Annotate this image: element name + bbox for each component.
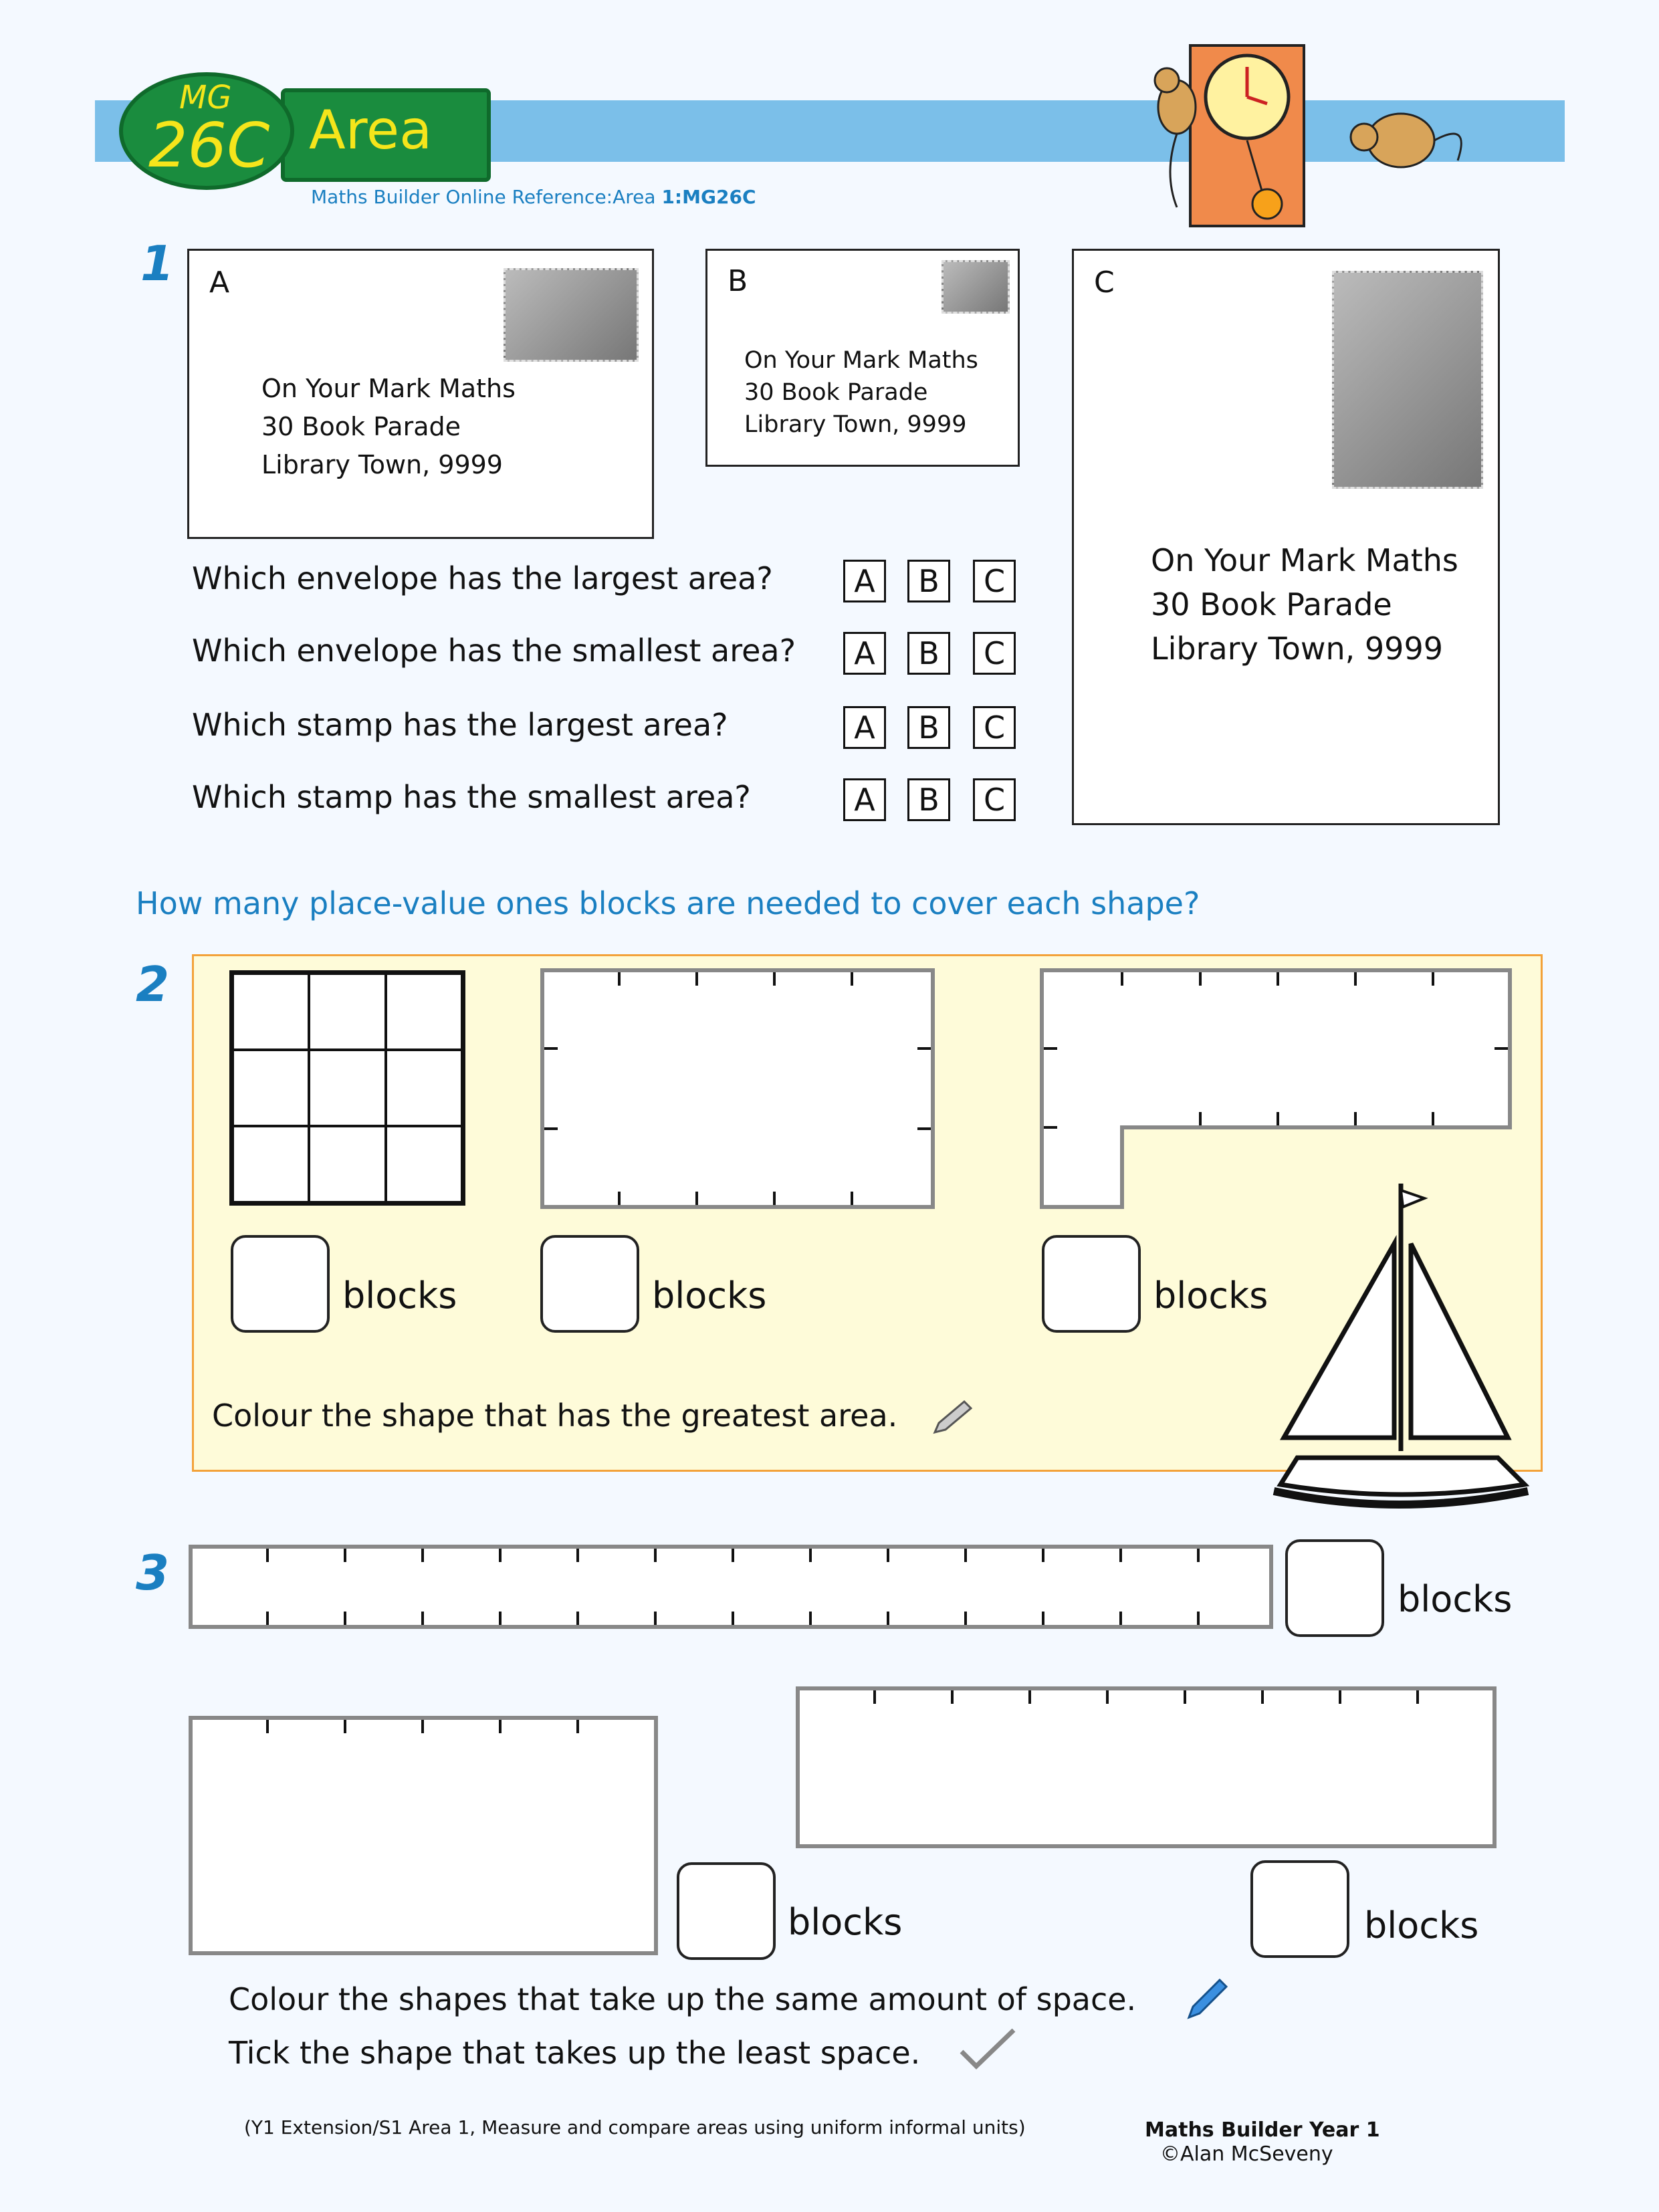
option-b[interactable]: B bbox=[907, 778, 950, 821]
shape-grid-3x3[interactable] bbox=[229, 970, 465, 1206]
option-c[interactable]: C bbox=[973, 706, 1016, 749]
option-a[interactable]: A bbox=[843, 632, 886, 675]
blocks-label: blocks bbox=[788, 1901, 903, 1943]
page-title: Area bbox=[309, 99, 433, 161]
sailboat-illustration bbox=[1270, 1170, 1531, 1518]
option-b[interactable]: B bbox=[907, 706, 950, 749]
stamp-a bbox=[504, 268, 639, 362]
address-b bbox=[744, 344, 978, 441]
address-line: On Your Mark Maths bbox=[1151, 542, 1458, 578]
envelope-a bbox=[187, 249, 654, 539]
clock-mouse-illustration bbox=[1137, 40, 1511, 234]
blocks-label: blocks bbox=[1364, 1904, 1479, 1947]
address-line: Library Town, 9999 bbox=[1151, 631, 1443, 667]
address-line: 30 Book Parade bbox=[1151, 586, 1392, 623]
online-ref-prefix: Maths Builder Online Reference:Area bbox=[311, 186, 662, 208]
stamp-b bbox=[942, 260, 1010, 314]
answer-box[interactable] bbox=[1285, 1539, 1384, 1637]
code-prefix: MG bbox=[179, 79, 232, 116]
colour-same-instruction: Colour the shapes that take up the same amount of space. bbox=[229, 1981, 1137, 2017]
question-number-3: 3 bbox=[136, 1545, 170, 1601]
copyright: ©Alan McSeveny bbox=[1160, 2142, 1333, 2166]
option-a[interactable]: A bbox=[843, 560, 886, 602]
blocks-label: blocks bbox=[342, 1275, 457, 1317]
address-c bbox=[1151, 538, 1458, 671]
option-c[interactable]: C bbox=[973, 632, 1016, 675]
question-text: Which envelope has the largest area? bbox=[192, 560, 773, 596]
answer-box[interactable] bbox=[540, 1235, 639, 1333]
colour-instruction: Colour the shape that has the greatest area. bbox=[212, 1398, 898, 1434]
answer-box[interactable] bbox=[1250, 1860, 1349, 1958]
address-line: 30 Book Parade bbox=[261, 412, 461, 441]
online-ref-code: 1:MG26C bbox=[661, 186, 756, 208]
envelope-letter: B bbox=[728, 264, 748, 298]
question-number-2: 2 bbox=[136, 956, 170, 1012]
envelope-b bbox=[705, 249, 1020, 467]
shape-rectangle-ticked[interactable] bbox=[540, 968, 935, 1209]
shape-long-strip[interactable] bbox=[189, 1545, 1273, 1629]
pencil-icon bbox=[1184, 1976, 1230, 2023]
address-line: On Your Mark Maths bbox=[744, 347, 978, 374]
answer-box[interactable] bbox=[677, 1862, 776, 1960]
book-title: Maths Builder Year 1 bbox=[1145, 2118, 1380, 2142]
question-text: Which stamp has the smallest area? bbox=[192, 779, 751, 815]
question-text: Which envelope has the smallest area? bbox=[192, 633, 796, 669]
address-line: 30 Book Parade bbox=[744, 379, 928, 406]
option-c[interactable]: C bbox=[973, 778, 1016, 821]
answer-box[interactable] bbox=[1042, 1235, 1141, 1333]
instruction-text: How many place-value ones blocks are needed to cover each shape? bbox=[136, 885, 1200, 921]
code-number: 26C bbox=[148, 110, 270, 181]
curriculum-reference: (Y1 Extension/S1 Area 1, Measure and compare areas using uniform informal units) bbox=[244, 2116, 1026, 2138]
shape-wide-rectangle[interactable] bbox=[796, 1686, 1497, 1848]
stamp-c bbox=[1332, 271, 1483, 489]
address-a bbox=[261, 370, 516, 484]
pencil-icon bbox=[929, 1398, 976, 1438]
question-number-1: 1 bbox=[140, 235, 175, 292]
blocks-label: blocks bbox=[1153, 1275, 1268, 1317]
address-line: Library Town, 9999 bbox=[744, 411, 967, 438]
tick-instruction: Tick the shape that takes up the least space. bbox=[229, 2035, 921, 2071]
question-text: Which stamp has the largest area? bbox=[192, 707, 728, 743]
address-line: On Your Mark Maths bbox=[261, 374, 516, 403]
option-a[interactable]: A bbox=[843, 778, 886, 821]
blocks-label: blocks bbox=[652, 1275, 767, 1317]
option-b[interactable]: B bbox=[907, 560, 950, 602]
envelope-letter: C bbox=[1094, 265, 1115, 300]
blocks-label: blocks bbox=[1398, 1578, 1513, 1620]
option-b[interactable]: B bbox=[907, 632, 950, 675]
envelope-c bbox=[1072, 249, 1500, 825]
answer-box[interactable] bbox=[231, 1235, 330, 1333]
option-c[interactable]: C bbox=[973, 560, 1016, 602]
shape-medium-rectangle[interactable] bbox=[189, 1716, 658, 1955]
envelope-letter: A bbox=[209, 265, 230, 300]
online-reference bbox=[311, 186, 756, 208]
address-line: Library Town, 9999 bbox=[261, 450, 503, 479]
option-a[interactable]: A bbox=[843, 706, 886, 749]
tick-icon bbox=[958, 2025, 1018, 2072]
